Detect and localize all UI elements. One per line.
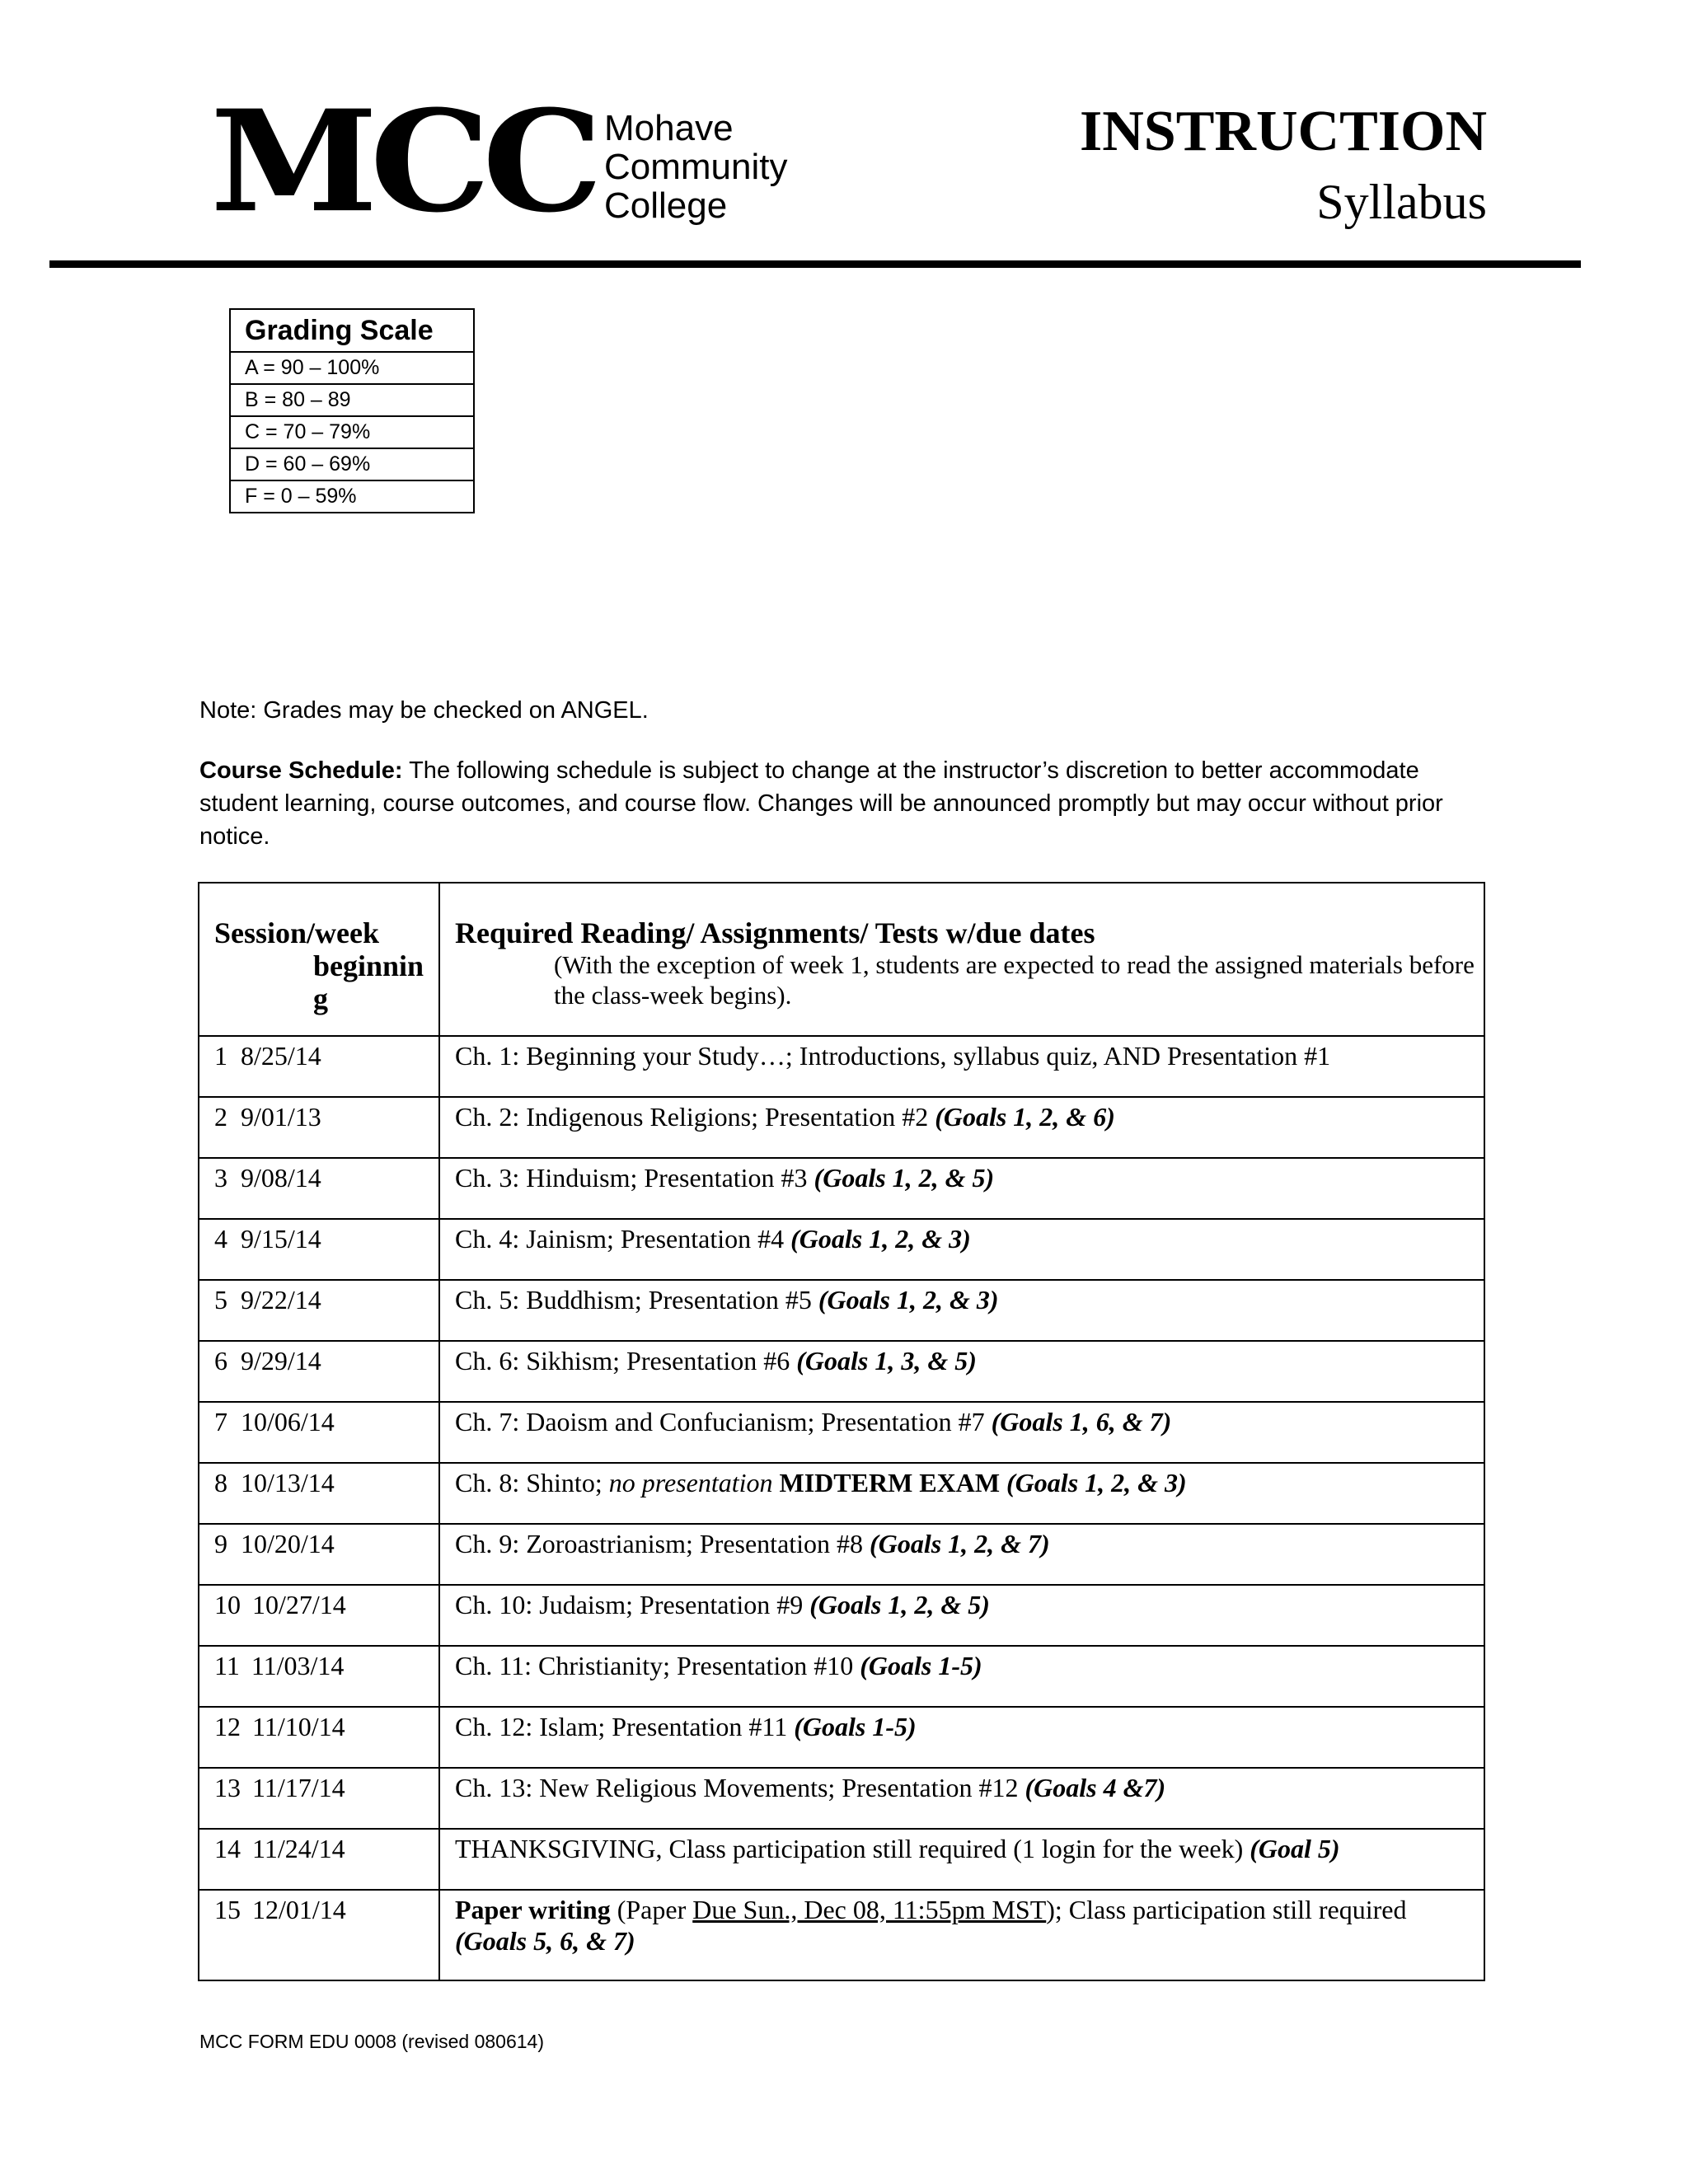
assignment-cell <box>439 1829 1484 1890</box>
week-number: 8 <box>214 1468 227 1497</box>
schedule-row <box>199 1158 1484 1219</box>
grading-scale-row: A = 90 – 100% <box>230 352 474 384</box>
assignment-text: Ch. 5: Buddhism; Presentation #5 <box>455 1285 818 1315</box>
week-number: 11 <box>214 1651 240 1680</box>
week-date: 12/01/14 <box>252 1895 346 1924</box>
schedule-row <box>199 1890 1484 1980</box>
assignment-cell <box>439 1097 1484 1158</box>
schedule-row <box>199 1219 1484 1280</box>
session-week-cell <box>199 1036 439 1097</box>
session-week-header-line: Session/week <box>214 916 380 949</box>
week-date: 11/03/14 <box>251 1651 345 1680</box>
session-week-cell <box>199 1158 439 1219</box>
session-week-cell <box>199 1768 439 1829</box>
goals-text: (Goals 1, 2, & 7) <box>870 1529 1050 1558</box>
assignment-text: (Paper <box>610 1895 693 1924</box>
assignment-cell <box>439 1036 1484 1097</box>
assignment-cell <box>439 1890 1484 1980</box>
assignment-text: Ch. 4: Jainism; Presentation #4 <box>455 1224 791 1254</box>
schedule-row <box>199 1341 1484 1402</box>
session-week-cell <box>199 1097 439 1158</box>
week-number: 14 <box>214 1834 241 1863</box>
week-date: 10/06/14 <box>241 1407 335 1436</box>
grading-scale-row: F = 0 – 59% <box>230 480 474 513</box>
assignment-text: THANKSGIVING, Class participation still required (1 login for the week) <box>455 1834 1250 1863</box>
session-week-cell <box>199 1890 439 1980</box>
week-date: 9/29/14 <box>241 1346 321 1376</box>
session-week-cell <box>199 1280 439 1341</box>
session-week-header-line: g <box>313 982 328 1015</box>
goals-text: (Goals 5, 6, & 7) <box>455 1926 635 1956</box>
assignment-cell <box>439 1280 1484 1341</box>
session-week-cell <box>199 1707 439 1768</box>
week-number: 1 <box>214 1041 227 1071</box>
header-divider <box>49 260 1581 268</box>
assignment-text: Ch. 12: Islam; Presentation #11 <box>455 1712 795 1741</box>
assignment-cell <box>439 1707 1484 1768</box>
schedule-row <box>199 1463 1484 1524</box>
course-schedule-text: The following schedule is subject to change at the instructor’s discretion to better accommodate student learning, course outcomes, and course flow. Changes will be announced promptly but may occur without prior notice. <box>199 757 1443 850</box>
assignment-text: Ch. 1: Beginning your Study…; Introductions, syllabus quiz, AND Presentation #1 <box>455 1041 1331 1071</box>
assignment-text: Ch. 3: Hinduism; Presentation #3 <box>455 1163 814 1193</box>
week-date: 9/15/14 <box>241 1224 321 1254</box>
goals-text: (Goals 1, 2, & 6) <box>935 1102 1115 1132</box>
session-week-header-line: beginnin <box>313 949 424 982</box>
assignment-text: ); Class participation still required <box>1046 1895 1407 1924</box>
logo-letters: MCC <box>210 79 595 244</box>
assignment-text: Ch. 2: Indigenous Religions; Presentation #2 <box>455 1102 935 1132</box>
week-date: 10/13/14 <box>241 1468 335 1497</box>
week-date: 9/01/13 <box>241 1102 321 1132</box>
week-date: 8/25/14 <box>241 1041 321 1071</box>
session-week-header <box>199 883 439 1036</box>
schedule-row <box>199 1646 1484 1707</box>
week-number: 6 <box>214 1346 227 1376</box>
schedule-row <box>199 1524 1484 1585</box>
assignment-cell <box>439 1219 1484 1280</box>
week-date: 9/22/14 <box>241 1285 321 1315</box>
goals-text: (Goals 1-5) <box>794 1712 917 1741</box>
week-date: 11/10/14 <box>252 1712 345 1741</box>
assignment-text: Ch. 11: Christianity; Presentation #10 <box>455 1651 860 1680</box>
assignment-cell <box>439 1768 1484 1829</box>
session-week-cell <box>199 1219 439 1280</box>
session-week-cell <box>199 1524 439 1585</box>
schedule-header-row <box>199 883 1484 1036</box>
week-number: 7 <box>214 1407 227 1436</box>
session-week-cell <box>199 1463 439 1524</box>
week-date: 11/17/14 <box>252 1773 345 1802</box>
assignment-text: Ch. 9: Zoroastrianism; Presentation #8 <box>455 1529 870 1558</box>
course-schedule-intro <box>199 754 1485 853</box>
goals-text: (Goals 4 &7) <box>1025 1773 1166 1802</box>
assignment-text: Ch. 6: Sikhism; Presentation #6 <box>455 1346 797 1376</box>
week-date: 11/24/14 <box>252 1834 345 1863</box>
goals-text: (Goals 1, 2, & 5) <box>809 1590 990 1619</box>
page-title: INSTRUCTION <box>1080 100 1487 163</box>
week-date: 10/27/14 <box>252 1590 346 1619</box>
schedule-table <box>198 882 1485 1981</box>
assignment-text: Ch. 10: Judaism; Presentation #9 <box>455 1590 810 1619</box>
schedule-row <box>199 1280 1484 1341</box>
no-presentation-text: no presentation <box>608 1468 773 1497</box>
session-week-cell <box>199 1341 439 1402</box>
paper-writing-label: Paper writing <box>455 1895 611 1924</box>
assignment-cell <box>439 1463 1484 1524</box>
midterm-exam-label: MIDTERM EXAM <box>779 1468 1001 1497</box>
week-date: 9/08/14 <box>241 1163 321 1193</box>
week-number: 10 <box>214 1590 241 1619</box>
week-number: 9 <box>214 1529 227 1558</box>
week-number: 4 <box>214 1224 227 1254</box>
assignment-text: Ch. 13: New Religious Movements; Presentation #12 <box>455 1773 1025 1802</box>
logo-name-line: Community <box>604 147 788 187</box>
week-number: 3 <box>214 1163 227 1193</box>
schedule-row <box>199 1036 1484 1097</box>
assignment-cell <box>439 1341 1484 1402</box>
assignment-cell <box>439 1158 1484 1219</box>
grading-scale-title: Grading Scale <box>230 309 474 352</box>
required-reading-header <box>439 883 1484 1036</box>
week-date: 10/20/14 <box>241 1529 335 1558</box>
schedule-row <box>199 1402 1484 1463</box>
assignment-cell <box>439 1585 1484 1646</box>
goals-text: (Goals 1, 2, & 3) <box>818 1285 999 1315</box>
grading-scale-table <box>229 308 475 513</box>
grading-scale-row: B = 80 – 89 <box>230 384 474 416</box>
week-number: 2 <box>214 1102 227 1132</box>
grading-scale-row: C = 70 – 79% <box>230 416 474 448</box>
goals-text: (Goals 1, 2, & 3) <box>790 1224 971 1254</box>
assignment-cell <box>439 1646 1484 1707</box>
schedule-row <box>199 1585 1484 1646</box>
assignment-cell <box>439 1402 1484 1463</box>
required-reading-title: Required Reading/ Assignments/ Tests w/due dates <box>455 916 1095 949</box>
session-week-cell <box>199 1646 439 1707</box>
week-number: 5 <box>214 1285 227 1315</box>
logo-name-line: Mohave <box>604 108 734 148</box>
schedule-row <box>199 1707 1484 1768</box>
session-week-cell <box>199 1829 439 1890</box>
logo-college-name <box>604 109 788 225</box>
session-week-cell <box>199 1402 439 1463</box>
schedule-row <box>199 1097 1484 1158</box>
course-schedule-label: Course Schedule: <box>199 757 403 784</box>
goals-text: (Goal 5) <box>1250 1834 1340 1863</box>
week-number: 15 <box>214 1895 241 1924</box>
assignment-text: Ch. 8: Shinto; <box>455 1468 609 1497</box>
paper-due-date: Due Sun., Dec 08, 11:55pm MST <box>692 1895 1047 1924</box>
grades-note: Note: Grades may be checked on ANGEL. <box>199 697 649 724</box>
goals-text: (Goals 1-5) <box>860 1651 982 1680</box>
logo-name-line: College <box>604 185 728 226</box>
goals-text: (Goals 1, 6, & 7) <box>991 1407 1172 1436</box>
week-number: 12 <box>214 1712 241 1741</box>
goals-text: (Goals 1, 2, & 3) <box>1006 1468 1187 1497</box>
goals-text: (Goals 1, 2, & 5) <box>814 1163 995 1193</box>
week-number: 13 <box>214 1773 241 1802</box>
grading-scale-row: D = 60 – 69% <box>230 448 474 480</box>
schedule-row <box>199 1829 1484 1890</box>
goals-text: (Goals 1, 3, & 5) <box>796 1346 977 1376</box>
page-subtitle: Syllabus <box>1316 175 1487 229</box>
form-footer: MCC FORM EDU 0008 (revised 080614) <box>199 2031 544 2052</box>
assignment-text: Ch. 7: Daoism and Confucianism; Presentation #7 <box>455 1407 992 1436</box>
schedule-row <box>199 1768 1484 1829</box>
required-reading-subtitle: (With the exception of week 1, students are expected to read the assigned materials before the class-week begins). <box>554 950 1475 1010</box>
session-week-cell <box>199 1585 439 1646</box>
assignment-cell <box>439 1524 1484 1585</box>
